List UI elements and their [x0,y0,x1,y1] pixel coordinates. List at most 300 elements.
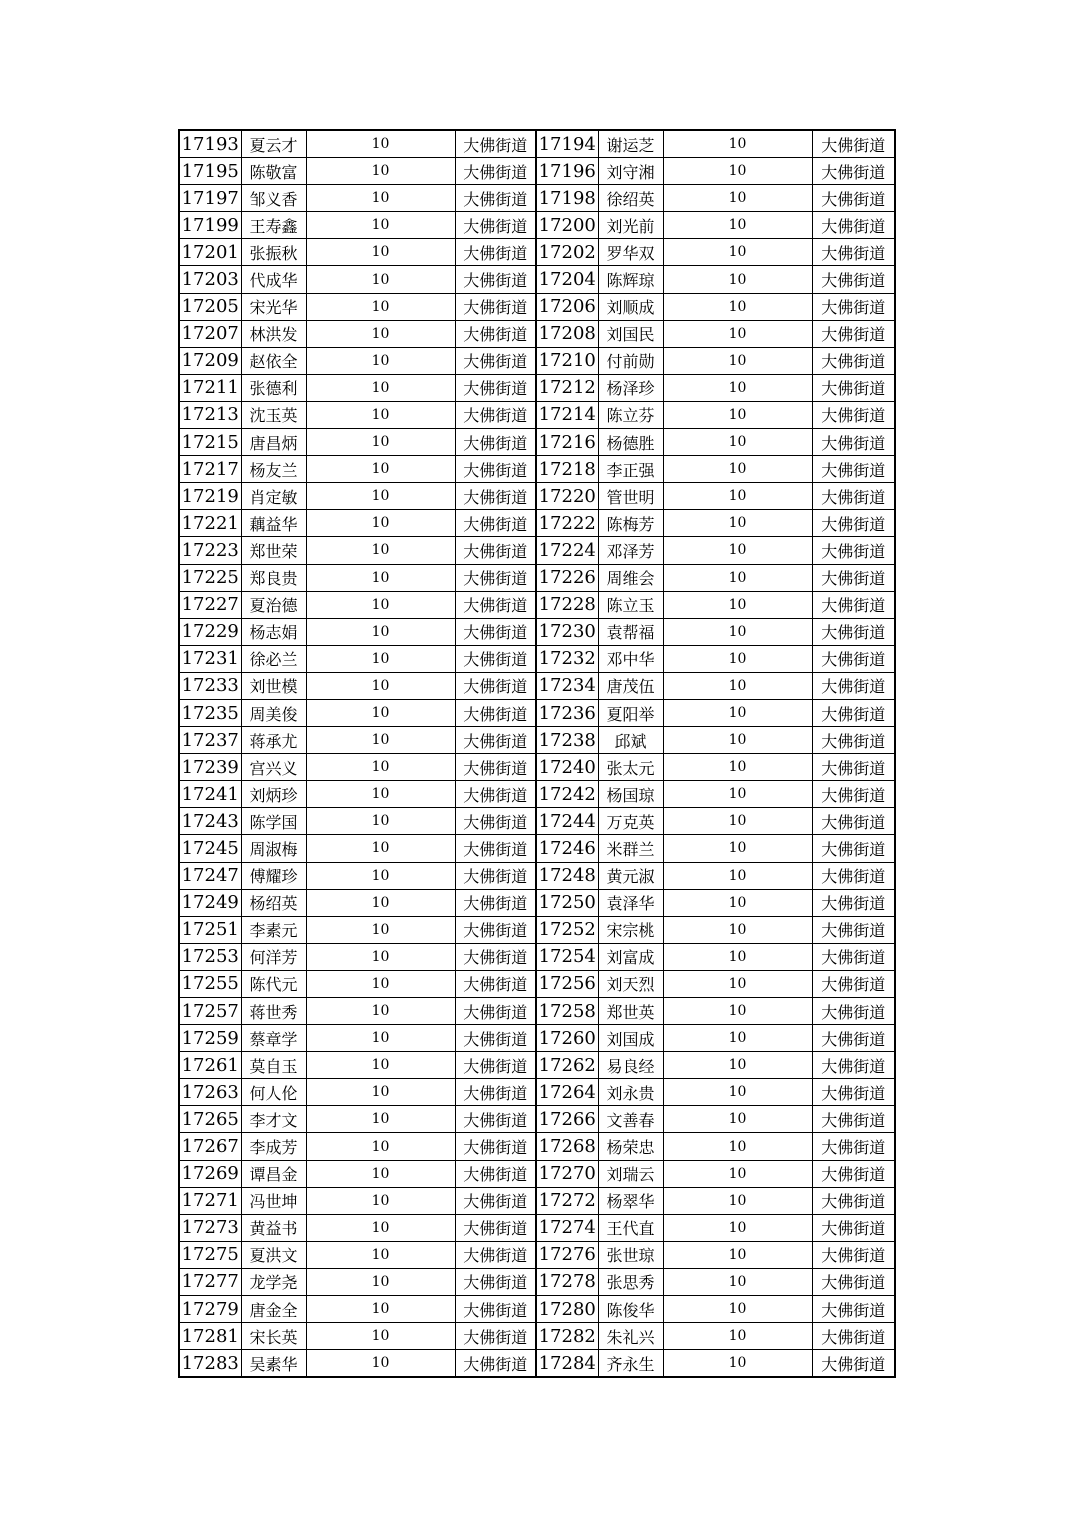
left-street-cell: 大佛街道 [455,916,536,943]
right-name-cell: 袁帮福 [598,618,663,645]
right-amount-cell: 10 [663,537,812,564]
right-name-cell: 管世明 [598,483,663,510]
left-id-cell: 17265 [179,1106,241,1133]
table-row [179,591,895,618]
table-row [179,266,895,293]
left-id-cell: 17279 [179,1296,241,1323]
right-amount-cell: 10 [663,347,812,374]
left-street-cell: 大佛街道 [455,130,536,158]
left-street-cell: 大佛街道 [455,998,536,1025]
table-row [179,699,895,726]
right-street-cell: 大佛街道 [812,1106,895,1133]
left-name-cell: 徐必兰 [241,645,306,672]
table-row [179,1106,895,1133]
right-name-cell: 袁泽华 [598,889,663,916]
left-id-cell: 17207 [179,320,241,347]
right-street-cell: 大佛街道 [812,347,895,374]
right-name-cell: 张太元 [598,754,663,781]
right-street-cell: 大佛街道 [812,239,895,266]
right-id-cell: 17208 [536,320,598,347]
left-id-cell: 17211 [179,374,241,401]
right-amount-cell: 10 [663,781,812,808]
left-name-cell: 郑世荣 [241,537,306,564]
left-id-cell: 17223 [179,537,241,564]
left-name-cell: 谭昌金 [241,1160,306,1187]
right-id-cell: 17282 [536,1323,598,1350]
right-id-cell: 17214 [536,401,598,428]
table-row [179,754,895,781]
table-row [179,1187,895,1214]
left-name-cell: 周淑梅 [241,835,306,862]
table-row [179,429,895,456]
table-row [179,456,895,483]
right-amount-cell: 10 [663,754,812,781]
roster-body [179,130,895,1377]
right-street-cell: 大佛街道 [812,1268,895,1295]
left-id-cell: 17209 [179,347,241,374]
table-row [179,970,895,997]
right-amount-cell: 10 [663,130,812,158]
left-id-cell: 17195 [179,158,241,185]
left-amount-cell: 10 [306,781,455,808]
subsidy-roster-table [178,129,896,1378]
right-street-cell: 大佛街道 [812,889,895,916]
left-name-cell: 蒋世秀 [241,998,306,1025]
left-id-cell: 17193 [179,130,241,158]
left-street-cell: 大佛街道 [455,591,536,618]
right-amount-cell: 10 [663,672,812,699]
left-street-cell: 大佛街道 [455,781,536,808]
table-row [179,239,895,266]
left-amount-cell: 10 [306,185,455,212]
right-amount-cell: 10 [663,185,812,212]
right-street-cell: 大佛街道 [812,618,895,645]
right-id-cell: 17262 [536,1052,598,1079]
table-row [179,1296,895,1323]
table-row [179,185,895,212]
left-id-cell: 17233 [179,672,241,699]
right-id-cell: 17242 [536,781,598,808]
right-name-cell: 陈梅芳 [598,510,663,537]
right-name-cell: 徐绍英 [598,185,663,212]
right-amount-cell: 10 [663,1323,812,1350]
right-street-cell: 大佛街道 [812,645,895,672]
left-name-cell: 杨志娟 [241,618,306,645]
right-street-cell: 大佛街道 [812,483,895,510]
right-name-cell: 张世琼 [598,1241,663,1268]
left-id-cell: 17231 [179,645,241,672]
right-street-cell: 大佛街道 [812,699,895,726]
left-amount-cell: 10 [306,1350,455,1378]
left-street-cell: 大佛街道 [455,401,536,428]
left-street-cell: 大佛街道 [455,618,536,645]
left-amount-cell: 10 [306,889,455,916]
table-row [179,564,895,591]
left-id-cell: 17245 [179,835,241,862]
right-id-cell: 17240 [536,754,598,781]
table-row [179,1323,895,1350]
left-name-cell: 蒋承尤 [241,727,306,754]
right-id-cell: 17280 [536,1296,598,1323]
left-id-cell: 17261 [179,1052,241,1079]
right-id-cell: 17246 [536,835,598,862]
right-street-cell: 大佛街道 [812,591,895,618]
left-amount-cell: 10 [306,808,455,835]
table-row [179,1241,895,1268]
table-row [179,1133,895,1160]
right-id-cell: 17278 [536,1268,598,1295]
right-amount-cell: 10 [663,1241,812,1268]
left-name-cell: 龙学尧 [241,1268,306,1295]
left-amount-cell: 10 [306,130,455,158]
left-name-cell: 李才文 [241,1106,306,1133]
right-amount-cell: 10 [663,998,812,1025]
table-row [179,998,895,1025]
left-name-cell: 吴素华 [241,1350,306,1378]
right-street-cell: 大佛街道 [812,835,895,862]
left-amount-cell: 10 [306,998,455,1025]
left-id-cell: 17259 [179,1025,241,1052]
table-row [179,293,895,320]
left-street-cell: 大佛街道 [455,293,536,320]
left-id-cell: 17253 [179,943,241,970]
right-amount-cell: 10 [663,1106,812,1133]
left-name-cell: 陈学国 [241,808,306,835]
right-id-cell: 17248 [536,862,598,889]
left-street-cell: 大佛街道 [455,645,536,672]
left-street-cell: 大佛街道 [455,970,536,997]
right-id-cell: 17222 [536,510,598,537]
right-name-cell: 刘瑞云 [598,1160,663,1187]
right-amount-cell: 10 [663,1187,812,1214]
right-name-cell: 刘国民 [598,320,663,347]
left-name-cell: 宋长英 [241,1323,306,1350]
left-id-cell: 17225 [179,564,241,591]
left-id-cell: 17217 [179,456,241,483]
right-id-cell: 17268 [536,1133,598,1160]
right-amount-cell: 10 [663,591,812,618]
left-name-cell: 唐金全 [241,1296,306,1323]
left-name-cell: 唐昌炳 [241,429,306,456]
right-amount-cell: 10 [663,212,812,239]
right-name-cell: 杨国琼 [598,781,663,808]
right-id-cell: 17220 [536,483,598,510]
left-amount-cell: 10 [306,347,455,374]
left-street-cell: 大佛街道 [455,1323,536,1350]
table-row [179,1052,895,1079]
right-name-cell: 刘守湘 [598,158,663,185]
right-id-cell: 17212 [536,374,598,401]
left-id-cell: 17251 [179,916,241,943]
table-row [179,727,895,754]
right-street-cell: 大佛街道 [812,1296,895,1323]
left-street-cell: 大佛街道 [455,429,536,456]
left-id-cell: 17275 [179,1241,241,1268]
left-street-cell: 大佛街道 [455,374,536,401]
left-name-cell: 杨绍英 [241,889,306,916]
right-amount-cell: 10 [663,239,812,266]
right-street-cell: 大佛街道 [812,1160,895,1187]
right-name-cell: 宋宗桃 [598,916,663,943]
left-amount-cell: 10 [306,483,455,510]
left-name-cell: 莫自玉 [241,1052,306,1079]
left-name-cell: 陈代元 [241,970,306,997]
left-amount-cell: 10 [306,158,455,185]
table-row [179,510,895,537]
table-row [179,1160,895,1187]
left-name-cell: 宋光华 [241,293,306,320]
right-id-cell: 17210 [536,347,598,374]
right-amount-cell: 10 [663,158,812,185]
right-name-cell: 王代直 [598,1214,663,1241]
right-amount-cell: 10 [663,889,812,916]
left-id-cell: 17229 [179,618,241,645]
table-row [179,1350,895,1378]
left-id-cell: 17249 [179,889,241,916]
left-street-cell: 大佛街道 [455,1052,536,1079]
right-street-cell: 大佛街道 [812,1241,895,1268]
table-row [179,1214,895,1241]
right-id-cell: 17254 [536,943,598,970]
right-street-cell: 大佛街道 [812,374,895,401]
left-name-cell: 何洋芳 [241,943,306,970]
left-name-cell: 赵依全 [241,347,306,374]
right-street-cell: 大佛街道 [812,456,895,483]
left-street-cell: 大佛街道 [455,1214,536,1241]
left-id-cell: 17215 [179,429,241,456]
left-street-cell: 大佛街道 [455,483,536,510]
right-name-cell: 谢运芝 [598,130,663,158]
right-amount-cell: 10 [663,835,812,862]
table-row [179,347,895,374]
left-name-cell: 李素元 [241,916,306,943]
right-name-cell: 付前勋 [598,347,663,374]
right-name-cell: 刘顺成 [598,293,663,320]
right-amount-cell: 10 [663,1052,812,1079]
left-amount-cell: 10 [306,618,455,645]
left-amount-cell: 10 [306,293,455,320]
right-name-cell: 杨翠华 [598,1187,663,1214]
left-id-cell: 17205 [179,293,241,320]
right-name-cell: 邱斌 [598,727,663,754]
right-amount-cell: 10 [663,1214,812,1241]
table-row [179,808,895,835]
right-street-cell: 大佛街道 [812,1323,895,1350]
right-name-cell: 易良经 [598,1052,663,1079]
left-name-cell: 代成华 [241,266,306,293]
left-amount-cell: 10 [306,456,455,483]
right-id-cell: 17230 [536,618,598,645]
left-street-cell: 大佛街道 [455,754,536,781]
left-id-cell: 17267 [179,1133,241,1160]
right-name-cell: 杨荣忠 [598,1133,663,1160]
right-id-cell: 17236 [536,699,598,726]
right-amount-cell: 10 [663,1296,812,1323]
right-id-cell: 17234 [536,672,598,699]
left-name-cell: 王寿鑫 [241,212,306,239]
left-street-cell: 大佛街道 [455,835,536,862]
table-row [179,1268,895,1295]
right-amount-cell: 10 [663,483,812,510]
right-id-cell: 17216 [536,429,598,456]
right-name-cell: 陈立玉 [598,591,663,618]
right-amount-cell: 10 [663,510,812,537]
left-street-cell: 大佛街道 [455,1079,536,1106]
right-id-cell: 17202 [536,239,598,266]
right-id-cell: 17244 [536,808,598,835]
right-name-cell: 刘天烈 [598,970,663,997]
right-street-cell: 大佛街道 [812,1052,895,1079]
left-name-cell: 夏洪文 [241,1241,306,1268]
right-name-cell: 刘光前 [598,212,663,239]
left-amount-cell: 10 [306,401,455,428]
left-id-cell: 17239 [179,754,241,781]
left-id-cell: 17199 [179,212,241,239]
left-amount-cell: 10 [306,320,455,347]
left-id-cell: 17257 [179,998,241,1025]
left-amount-cell: 10 [306,1160,455,1187]
left-amount-cell: 10 [306,1323,455,1350]
right-street-cell: 大佛街道 [812,916,895,943]
left-id-cell: 17277 [179,1268,241,1295]
left-street-cell: 大佛街道 [455,185,536,212]
left-amount-cell: 10 [306,1214,455,1241]
table-row [179,781,895,808]
table-row [179,862,895,889]
left-name-cell: 宫兴义 [241,754,306,781]
table-row [179,374,895,401]
left-name-cell: 张德利 [241,374,306,401]
left-name-cell: 肖定敏 [241,483,306,510]
left-street-cell: 大佛街道 [455,537,536,564]
right-amount-cell: 10 [663,1025,812,1052]
right-amount-cell: 10 [663,1160,812,1187]
right-id-cell: 17250 [536,889,598,916]
left-name-cell: 林洪发 [241,320,306,347]
table-row [179,483,895,510]
left-street-cell: 大佛街道 [455,862,536,889]
left-amount-cell: 10 [306,266,455,293]
right-name-cell: 万克英 [598,808,663,835]
left-amount-cell: 10 [306,672,455,699]
right-id-cell: 17228 [536,591,598,618]
right-street-cell: 大佛街道 [812,1133,895,1160]
left-amount-cell: 10 [306,510,455,537]
left-amount-cell: 10 [306,943,455,970]
left-name-cell: 邹义香 [241,185,306,212]
right-street-cell: 大佛街道 [812,998,895,1025]
table-row [179,943,895,970]
left-street-cell: 大佛街道 [455,456,536,483]
left-id-cell: 17255 [179,970,241,997]
left-street-cell: 大佛街道 [455,347,536,374]
right-amount-cell: 10 [663,456,812,483]
left-street-cell: 大佛街道 [455,266,536,293]
right-name-cell: 陈辉琼 [598,266,663,293]
right-amount-cell: 10 [663,943,812,970]
left-id-cell: 17243 [179,808,241,835]
left-street-cell: 大佛街道 [455,1241,536,1268]
right-name-cell: 夏阳举 [598,699,663,726]
right-amount-cell: 10 [663,1079,812,1106]
left-amount-cell: 10 [306,1133,455,1160]
right-name-cell: 杨德胜 [598,429,663,456]
left-name-cell: 刘世模 [241,672,306,699]
left-amount-cell: 10 [306,727,455,754]
right-id-cell: 17194 [536,130,598,158]
left-amount-cell: 10 [306,429,455,456]
right-id-cell: 17198 [536,185,598,212]
right-name-cell: 刘国成 [598,1025,663,1052]
left-id-cell: 17197 [179,185,241,212]
right-street-cell: 大佛街道 [812,862,895,889]
table-row [179,618,895,645]
right-amount-cell: 10 [663,808,812,835]
left-id-cell: 17201 [179,239,241,266]
right-name-cell: 邓泽芳 [598,537,663,564]
left-name-cell: 李成芳 [241,1133,306,1160]
right-amount-cell: 10 [663,293,812,320]
right-id-cell: 17238 [536,727,598,754]
left-street-cell: 大佛街道 [455,808,536,835]
left-id-cell: 17269 [179,1160,241,1187]
left-id-cell: 17203 [179,266,241,293]
left-name-cell: 冯世坤 [241,1187,306,1214]
right-id-cell: 17224 [536,537,598,564]
right-name-cell: 陈立芬 [598,401,663,428]
right-amount-cell: 10 [663,429,812,456]
left-amount-cell: 10 [306,645,455,672]
right-street-cell: 大佛街道 [812,1350,895,1378]
right-id-cell: 17252 [536,916,598,943]
left-street-cell: 大佛街道 [455,1160,536,1187]
right-amount-cell: 10 [663,862,812,889]
left-id-cell: 17227 [179,591,241,618]
right-name-cell: 邓中华 [598,645,663,672]
left-id-cell: 17219 [179,483,241,510]
right-street-cell: 大佛街道 [812,510,895,537]
left-amount-cell: 10 [306,835,455,862]
right-id-cell: 17260 [536,1025,598,1052]
right-amount-cell: 10 [663,699,812,726]
left-amount-cell: 10 [306,212,455,239]
right-amount-cell: 10 [663,970,812,997]
right-name-cell: 罗华双 [598,239,663,266]
left-id-cell: 17235 [179,699,241,726]
left-id-cell: 17271 [179,1187,241,1214]
right-name-cell: 刘永贵 [598,1079,663,1106]
left-name-cell: 夏治德 [241,591,306,618]
left-id-cell: 17221 [179,510,241,537]
right-street-cell: 大佛街道 [812,185,895,212]
left-id-cell: 17247 [179,862,241,889]
right-id-cell: 17204 [536,266,598,293]
left-amount-cell: 10 [306,1268,455,1295]
left-name-cell: 周美俊 [241,699,306,726]
left-name-cell: 黄益书 [241,1214,306,1241]
right-street-cell: 大佛街道 [812,564,895,591]
left-id-cell: 17241 [179,781,241,808]
right-street-cell: 大佛街道 [812,266,895,293]
left-street-cell: 大佛街道 [455,1187,536,1214]
right-id-cell: 17206 [536,293,598,320]
left-amount-cell: 10 [306,1296,455,1323]
left-amount-cell: 10 [306,1025,455,1052]
right-street-cell: 大佛街道 [812,130,895,158]
right-id-cell: 17270 [536,1160,598,1187]
right-id-cell: 17258 [536,998,598,1025]
right-amount-cell: 10 [663,727,812,754]
